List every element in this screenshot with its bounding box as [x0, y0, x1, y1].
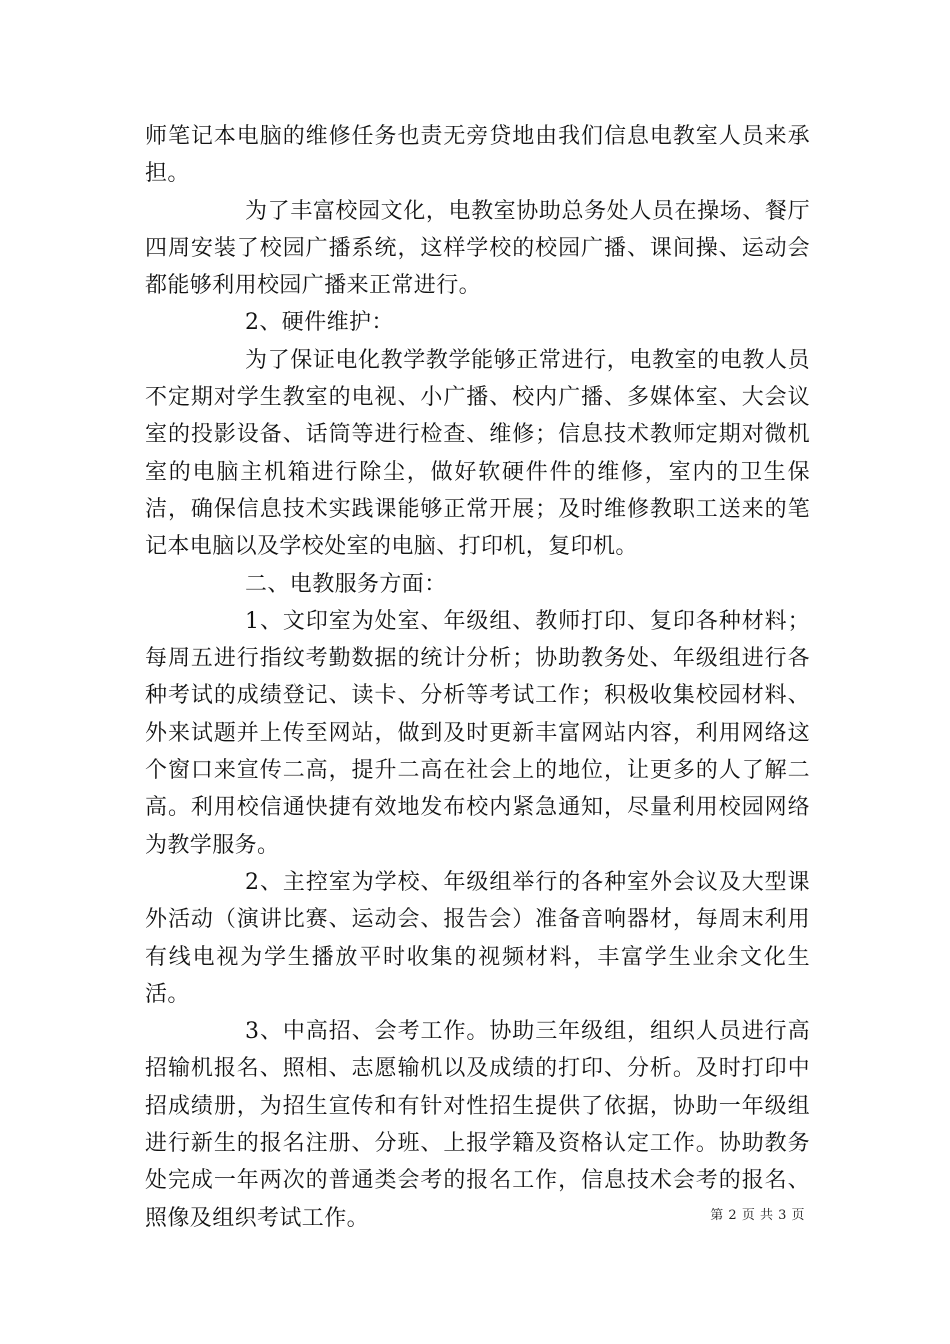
- paragraph-control-room: 2、主控室为学校、年级组举行的各种室外会议及大型课外活动（演讲比赛、运动会、报告会）准备音响器材，每周末利用有线电视为学生播放平时收集的视频材料，丰富学生业余文化生活。: [145, 869, 810, 1007]
- section-heading-av-services: 二、电教服务方面：: [245, 571, 447, 597]
- paragraph-continuation: 师笔记本电脑的维修任务也责无旁贷地由我们信息电教室人员来承担。: [145, 124, 810, 187]
- document-body: [145, 118, 810, 1237]
- paragraph-print-room: 1、文印室为处室、年级组、教师打印、复印各种材料；每周五进行指纹考勤数据的统计分析；协助教务处、年级组进行各种考试的成绩登记、读卡、分析等考试工作；积极收集校园材料、外来试题并上传至网站，做到及时更新丰富网站内容，利用网络这个窗口来宣传二高，提升二高在社会上的地位，让更多的人了解二高。利用校信通快捷有效地发布校内紧急通知，尽量利用校园网络为教学服务。: [145, 608, 810, 858]
- paragraph-campus-broadcast: 为了丰富校园文化，电教室协助总务处人员在操场、餐厅四周安装了校园广播系统，这样学校的校园广播、课间操、运动会都能够利用校园广播来正常进行。: [145, 198, 810, 299]
- paragraph-hardware-maintenance: 为了保证电化教学教学能够正常进行，电教室的电教人员不定期对学生教室的电视、小广播、校内广播、多媒体室、大会议室的投影设备、话筒等进行检查、维修；信息技术教师定期对微机室的电脑主机箱进行除尘，做好软硬件件的维修，室内的卫生保洁，确保信息技术实践课能够正常开展；及时维修教职工送来的笔记本电脑以及学校处室的电脑、打印机，复印机。: [145, 347, 810, 560]
- section-heading-hardware-maintenance: 2、硬件维护：: [245, 310, 394, 336]
- page-number-footer: 第 2 页 共 3 页: [710, 1208, 805, 1223]
- paragraph-exam-work: 3、中高招、会考工作。协助三年级组，组织人员进行高招输机报名、照相、志愿输机以及成绩的打印、分析。及时打印中招成绩册，为招生宣传和有针对性招生提供了依据，协助一年级组进行新生的报名注册、分班、上报学籍及资格认定工作。协助教务处完成一年两次的普通类会考的报名工作，信息技术会考的报名、照像及组织考试工作。: [145, 1019, 810, 1231]
